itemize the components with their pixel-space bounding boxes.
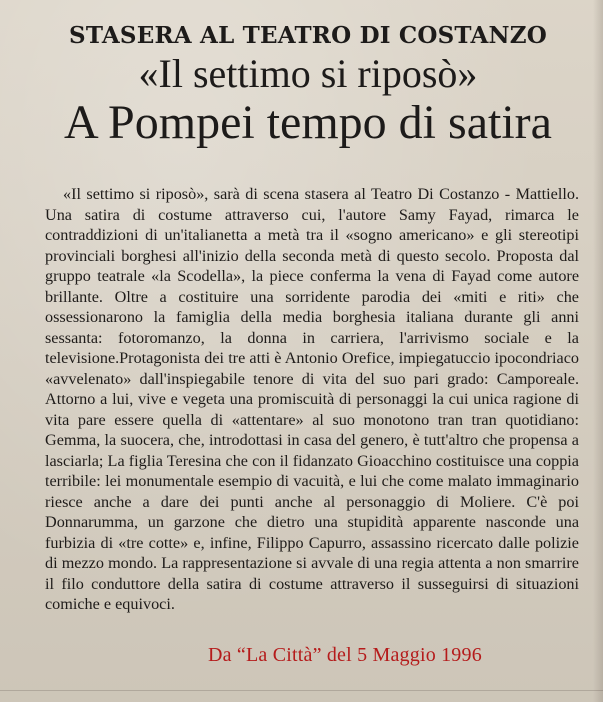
article-header	[35, 22, 581, 149]
bottom-divider	[0, 690, 603, 691]
article-body-paragraph: «Il settimo si riposò», sarà di scena stasera al Teatro Di Costanzo - Mattiello. Una satira di costume attraverso cui, l'autore Samy Fayad, rimarca le contraddizioni di un'italianetta a metà tra il «sogno americano» e gli stereotipi provinciali borghesi all'inizio della seconda metà di questo secolo. Proposta dal gruppo teatrale «la Scodella», la piece conferma la vena di Fayad come autore brillante. Oltre a costituire una sorridente parodia dei «miti e riti» che ossessionarono la famiglia della media borghesia italiana durante gli anni sessanta: fotoromanzo, la donna in carriera, l'arrivismo sociale e la televisione.Protagonista dei tre atti è Antonio Orefice, impiegatuccio ipocondriaco «avvelenato» dall'inspiegabile tenore di vita del suo pari grado: Camporeale. Attorno a lui, vive e vegeta una promiscuità di personaggi la cui unica ragione di vita pare essere quella di «attentare» al suo monotono tran tran quotidiano: Gemma, la suocera, che, introdottasi in casa del genero, è tutt'altro che propensa a lasciarla; La figlia Teresina che con il fidanzato Gioacchino costituisce una coppia terribile: lei monumentale esempio di vacuità, e lui che come malato immaginario riesce anche a dare dei punti anche al personaggio di Moliere. C'è poi Donnarumma, un garzone che dietro una stupidità apparente nasconde una furbizia di «tre cotte» e, infine, Filippo Capurro, assassino ricercato dalle polizie di mezzo mondo. La rappresentazione si avvale di una regia attenta a non smarrire il filo conduttore della satira di costume attraverso il susseguirsi di situazioni comiche e equivoci.	[45, 185, 579, 613]
article-headline-line-1: «Il settimo si riposò»	[138, 51, 478, 96]
source-note: Da “La Città” del 5 Maggio 1996	[208, 644, 482, 666]
article-body	[45, 184, 579, 615]
scan-edge-shadow	[593, 0, 603, 702]
article-headline-line-2: A Pompei tempo di satira	[64, 96, 552, 149]
article-kicker: STASERA AL TEATRO DI COSTANZO	[69, 22, 547, 49]
